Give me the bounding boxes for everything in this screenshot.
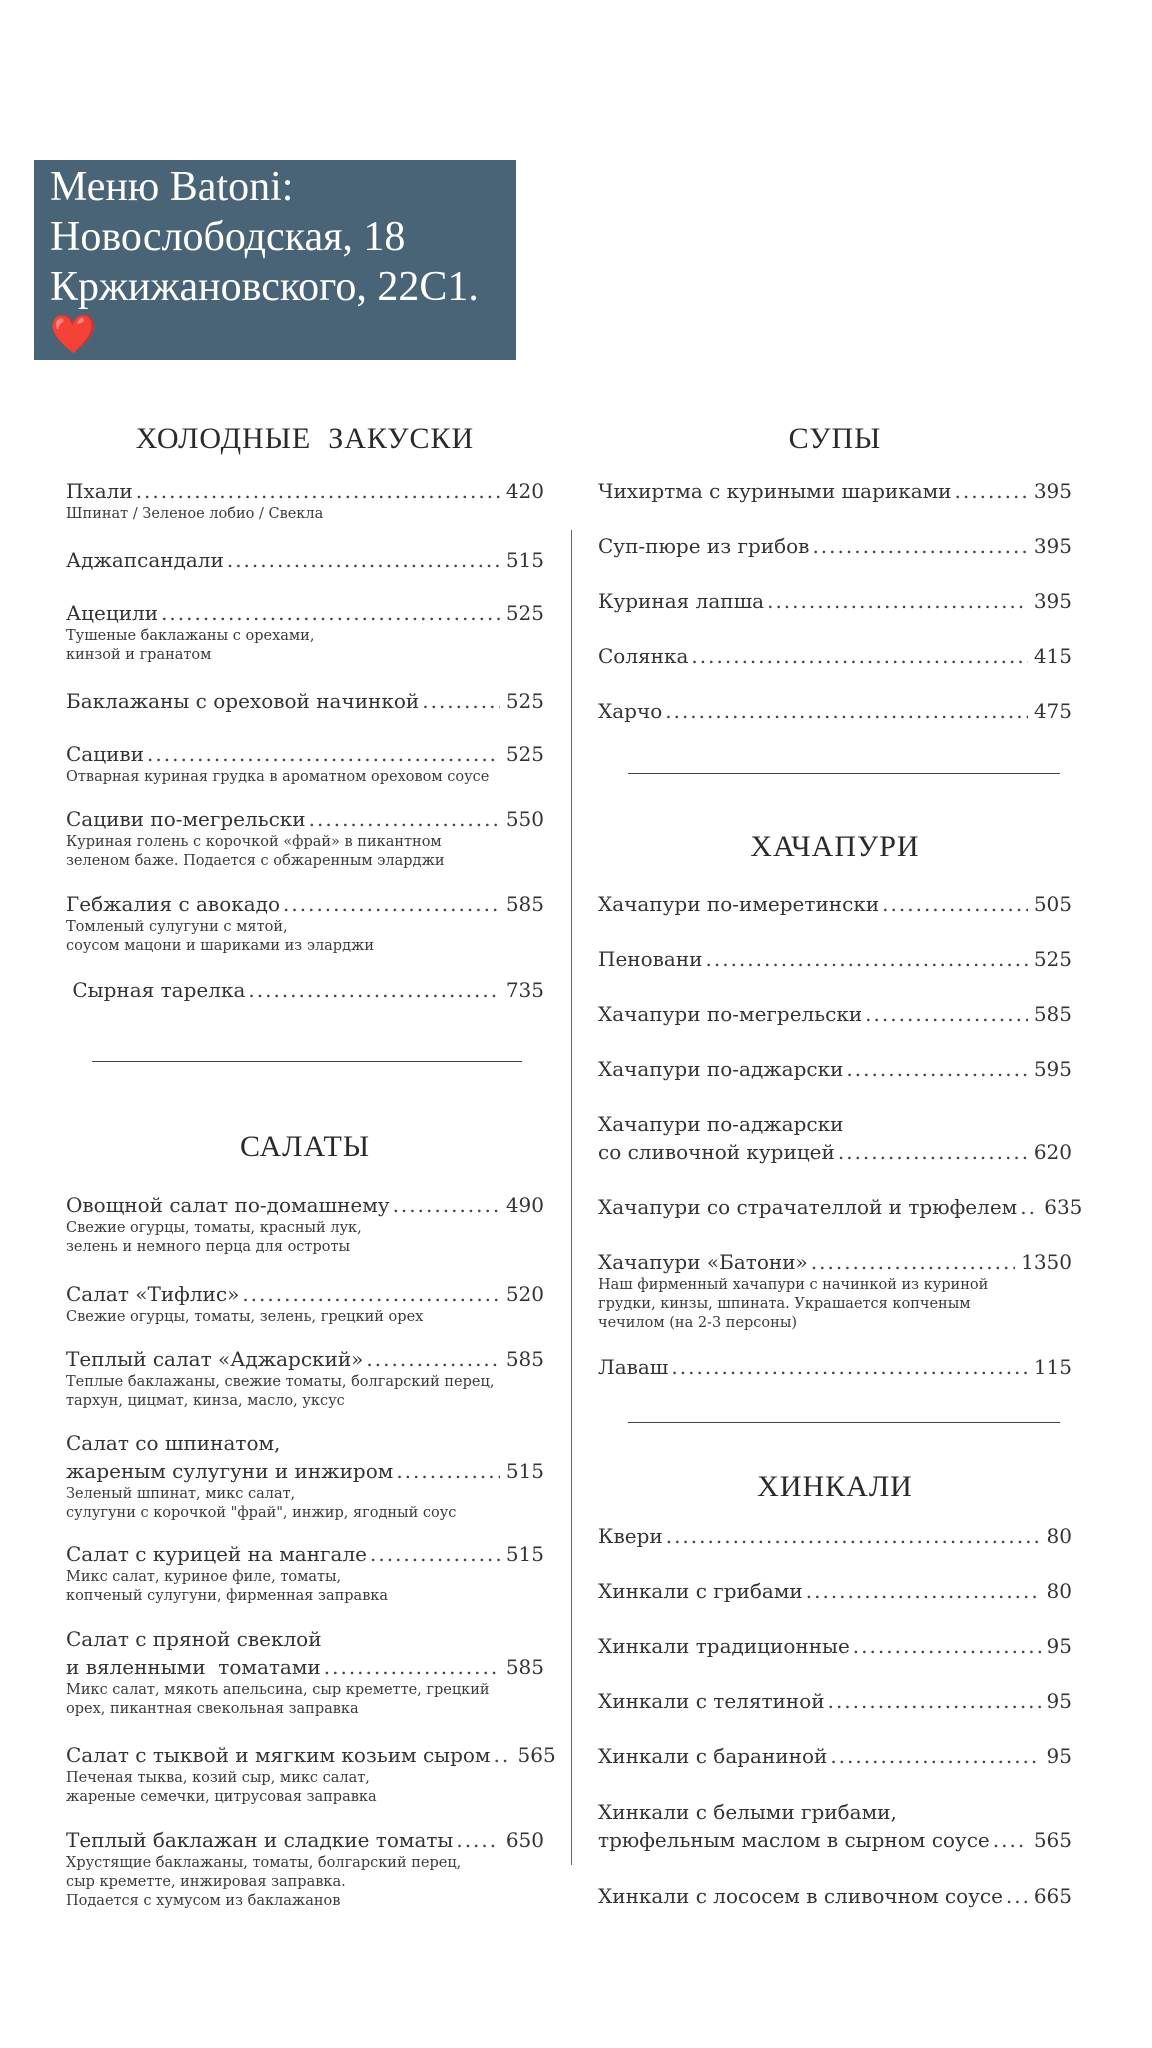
menu-item-row <box>66 740 544 768</box>
column-divider <box>571 530 572 1865</box>
menu-item <box>598 697 1072 725</box>
menu-item-price: 620 <box>1033 1140 1072 1164</box>
dot-leader <box>811 1248 1015 1276</box>
menu-item-name: Баклажаны с ореховой начинкой <box>66 689 420 713</box>
menu-item-row <box>598 890 1072 918</box>
menu-item-row <box>598 1632 1072 1660</box>
menu-item-row <box>598 1055 1072 1083</box>
menu-item <box>598 1882 1072 1910</box>
menu-item-row <box>66 890 544 918</box>
menu-item-row <box>598 587 1072 615</box>
menu-item-price: 525 <box>505 689 544 713</box>
menu-item <box>66 1826 544 1911</box>
dot-leader <box>882 890 1028 918</box>
menu-item-price: 395 <box>1033 479 1072 503</box>
section-title-cold: ХОЛОДНЫЕ ЗАКУСКИ <box>135 422 475 455</box>
menu-item-name: Хачапури по-аджарски <box>598 1057 844 1081</box>
menu-item-name: Хачапури со страчателлой и трюфелем <box>598 1195 1018 1219</box>
menu-item-row <box>598 1193 1083 1221</box>
menu-item-price: 490 <box>505 1193 544 1217</box>
menu-item-name: Аджапсандали <box>66 548 224 572</box>
menu-item-description: Шпинат / Зеленое лобио / Свекла <box>66 506 324 522</box>
dot-leader <box>691 642 1027 670</box>
menu-item-name: Хачапури по-мегрельски <box>598 1002 863 1026</box>
menu-item-name-line: Салат с пряной свеклой <box>66 1627 322 1651</box>
menu-item-description: Микс салат, куриное филе, томаты, копченый сулугуни, фирменная заправка <box>66 1569 389 1604</box>
menu-item-name: Квери <box>598 1524 663 1548</box>
menu-item-price: 515 <box>505 1542 544 1566</box>
menu-item-price: 475 <box>1033 699 1072 723</box>
menu-item-row <box>66 1191 544 1219</box>
dot-leader <box>806 1577 1041 1605</box>
dot-leader <box>993 1826 1028 1854</box>
dot-leader <box>706 945 1028 973</box>
menu-item-row <box>66 1741 556 1769</box>
menu-item <box>66 1429 544 1523</box>
menu-item-price: 585 <box>1033 1002 1072 1026</box>
menu-item-price: 395 <box>1033 589 1072 613</box>
menu-item <box>598 477 1072 505</box>
menu-item-row <box>598 1882 1072 1910</box>
menu-item-price: 635 <box>1044 1195 1083 1219</box>
menu-item <box>598 945 1072 973</box>
dot-leader <box>366 1345 499 1373</box>
dot-leader <box>324 1653 500 1681</box>
menu-item-price: 525 <box>1033 947 1072 971</box>
menu-item-row <box>598 642 1072 670</box>
menu-item-price: 595 <box>1033 1057 1072 1081</box>
dot-leader <box>865 1000 1028 1028</box>
menu-item <box>598 1193 1083 1221</box>
menu-item-description: Теплые баклажаны, свежие томаты, болгарский перец, тархун, цицмат, кинза, масло, уксус <box>66 1374 495 1409</box>
menu-item-name: Салат с тыквой и мягким козьим сыром <box>66 1743 491 1767</box>
dot-leader <box>767 587 1028 615</box>
menu-item-description: Тушеные баклажаны с орехами, кинзой и гранатом <box>66 628 315 663</box>
menu-item-price: 95 <box>1046 1744 1072 1768</box>
menu-item <box>66 546 544 574</box>
right-column <box>598 0 1083 2048</box>
dot-leader <box>846 1055 1027 1083</box>
section-title-khachapuri: ХАЧАПУРИ <box>750 830 920 863</box>
dot-leader <box>830 1742 1040 1770</box>
section-divider <box>628 1422 1060 1423</box>
menu-item-name: Хинкали с бараниной <box>598 1744 828 1768</box>
menu-item-name: Сациви по-мегрельски <box>66 807 306 831</box>
menu-item-name: Овощной салат по-домашнему <box>66 1193 390 1217</box>
menu-item-row <box>598 477 1072 505</box>
menu-item-price: 515 <box>505 1459 544 1483</box>
menu-item-price: 650 <box>505 1828 544 1852</box>
menu-item-price: 585 <box>505 892 544 916</box>
menu-item-name: Гебжалия с авокадо <box>66 892 281 916</box>
menu-item-price: 115 <box>1033 1355 1072 1379</box>
menu-item-row <box>598 1138 1072 1166</box>
menu-item-name: Салат с курицей на мангале <box>66 1542 367 1566</box>
dot-leader <box>955 477 1028 505</box>
dot-leader <box>838 1138 1028 1166</box>
dot-leader <box>136 477 500 505</box>
menu-item-price: 1350 <box>1021 1250 1072 1274</box>
dot-leader <box>147 740 500 768</box>
section-title-khinkali: ХИНКАЛИ <box>757 1470 913 1503</box>
menu-item-row <box>66 1280 544 1308</box>
menu-item-price: 525 <box>505 601 544 625</box>
menu-item-row <box>66 687 544 715</box>
menu-item-name: Хинкали с лососем в сливочном соусе <box>598 1884 1003 1908</box>
menu-item-name: Лаваш <box>598 1355 669 1379</box>
menu-item-price: 420 <box>505 479 544 503</box>
section-title-soups: СУПЫ <box>788 422 882 455</box>
menu-item-row <box>66 1457 544 1485</box>
menu-title: Меню Batoni: <box>50 164 294 210</box>
menu-item-description: Свежие огурцы, томаты, красный лук, зелень и немного перца для остроты <box>66 1220 362 1255</box>
menu-item-description: Зеленый шпинат, микс салат, сулугуни с корочкой "фрай", инжир, ягодный соус <box>66 1486 457 1521</box>
section-divider <box>628 773 1060 774</box>
menu-item-row <box>598 1248 1072 1276</box>
menu-item-row <box>66 599 544 627</box>
menu-item-name: Хинкали традиционные <box>598 1634 850 1658</box>
menu-item <box>66 890 544 956</box>
menu-item-price: 525 <box>505 742 544 766</box>
menu-item-name: Сациви <box>66 742 145 766</box>
menu-item <box>598 1248 1072 1333</box>
menu-item-row <box>66 1826 544 1854</box>
menu-item-row <box>598 1577 1072 1605</box>
menu-item-description: Печеная тыква, козий сыр, микс салат, жареные семечки, цитрусовая заправка <box>66 1770 377 1805</box>
menu-item-row <box>598 532 1072 560</box>
menu-item-row <box>66 1653 544 1681</box>
menu-item-price: 95 <box>1046 1689 1072 1713</box>
section-divider <box>92 1061 522 1062</box>
menu-item-description: Микс салат, мякоть апельсина, сыр креметте, грецкий орех, пикантная свекольная заправка <box>66 1682 490 1717</box>
menu-item <box>66 976 544 1004</box>
menu-item-description: Свежие огурцы, томаты, зелень, грецкий орех <box>66 1309 424 1325</box>
menu-item-price: 515 <box>505 548 544 572</box>
dot-leader <box>309 805 500 833</box>
menu-item-name: трюфельным маслом в сырном соусе <box>598 1828 990 1852</box>
menu-item <box>598 587 1072 615</box>
menu-item-price: 585 <box>505 1347 544 1371</box>
menu-item <box>598 1522 1072 1550</box>
menu-item-row <box>598 1742 1072 1770</box>
menu-item <box>66 740 544 787</box>
menu-item <box>66 1191 544 1257</box>
dot-leader <box>665 697 1028 725</box>
menu-item <box>598 890 1072 918</box>
menu-item-row <box>598 1687 1072 1715</box>
section-title-salads: САЛАТЫ <box>239 1130 371 1163</box>
menu-item <box>598 1577 1072 1605</box>
menu-item <box>66 599 544 665</box>
dot-leader <box>422 687 500 715</box>
menu-item-row <box>598 945 1072 973</box>
menu-item-name: Хачапури по-имеретински <box>598 892 880 916</box>
menu-item-row <box>66 805 544 833</box>
menu-item-name: жареным сулугуни и инжиром <box>66 1459 394 1483</box>
menu-item <box>598 642 1072 670</box>
menu-item-name: Пхали <box>66 479 133 503</box>
menu-item <box>66 477 544 524</box>
dot-leader <box>812 532 1027 560</box>
menu-item-row <box>66 546 544 574</box>
menu-item-price: 550 <box>505 807 544 831</box>
menu-item-row <box>66 1540 544 1568</box>
menu-item-row <box>66 976 544 1004</box>
menu-item-row <box>598 1826 1072 1854</box>
heart-icon: ❤️ <box>50 312 98 356</box>
menu-item-price: 95 <box>1046 1634 1072 1658</box>
menu-item <box>598 1055 1072 1083</box>
menu-item-name: Хинкали с грибами <box>598 1579 803 1603</box>
dot-leader <box>1020 1193 1038 1221</box>
menu-item <box>66 805 544 871</box>
dot-leader <box>396 1457 500 1485</box>
menu-item-row <box>598 1522 1072 1550</box>
dot-leader <box>828 1687 1041 1715</box>
dot-leader <box>456 1826 499 1854</box>
menu-item <box>598 1353 1072 1381</box>
menu-item <box>598 1000 1072 1028</box>
menu-item-price: 565 <box>1033 1828 1072 1852</box>
menu-item-name-line: Хачапури по-аджарски <box>598 1112 844 1136</box>
menu-item-description: Томленый сулугуни с мятой, соусом мацони и шариками из эларджи <box>66 919 375 954</box>
menu-item-price: 505 <box>1033 892 1072 916</box>
menu-item-price: 735 <box>505 978 544 1002</box>
dot-leader <box>666 1522 1041 1550</box>
menu-item-name: со сливочной курицей <box>598 1140 835 1164</box>
menu-item-price: 80 <box>1046 1524 1072 1548</box>
menu-item-row <box>598 697 1072 725</box>
dot-leader <box>248 976 499 1004</box>
menu-item-name: Суп-пюре из грибов <box>598 534 810 558</box>
menu-item-price: 565 <box>517 1743 556 1767</box>
menu-item-name: Сырная тарелка <box>66 978 246 1002</box>
menu-item-description: Хрустящие баклажаны, томаты, болгарский перец, сыр креметте, инжировая заправка. Подается с хумусом из баклажанов <box>66 1855 462 1909</box>
menu-item-name: Харчо <box>598 699 663 723</box>
menu-item <box>66 1741 556 1807</box>
menu-item-name: Ацецили <box>66 601 159 625</box>
address-line-1: Новослободская, 18 <box>50 214 406 260</box>
dot-leader <box>283 890 500 918</box>
menu-item-name: Чихиртма с куриными шариками <box>598 479 952 503</box>
address-line-2: Кржижановского, 22С1. <box>50 264 479 310</box>
menu-item <box>598 1687 1072 1715</box>
dot-leader <box>671 1353 1027 1381</box>
menu-item-name: Хинкали с телятиной <box>598 1689 825 1713</box>
dot-leader <box>393 1191 500 1219</box>
menu-item-price: 80 <box>1046 1579 1072 1603</box>
menu-item-price: 395 <box>1033 534 1072 558</box>
menu-item-description: Отварная куриная грудка в ароматном ореховом соусе <box>66 769 490 785</box>
dot-leader <box>370 1540 500 1568</box>
menu-item-price: 665 <box>1033 1884 1072 1908</box>
dot-leader <box>1006 1882 1028 1910</box>
menu-item-row <box>598 1353 1072 1381</box>
menu-item-name: Солянка <box>598 644 689 668</box>
dot-leader <box>853 1632 1041 1660</box>
menu-item <box>66 1280 544 1327</box>
menu-item-row <box>66 1345 544 1373</box>
dot-leader <box>161 599 500 627</box>
menu-item-price: 585 <box>505 1655 544 1679</box>
menu-item-description: Куриная голень с корочкой «фрай» в пикантном зеленом баже. Подается с обжаренным эларджи <box>66 834 445 869</box>
dot-leader <box>227 546 500 574</box>
menu-item <box>66 1345 544 1411</box>
menu-item <box>66 1625 544 1719</box>
dot-leader <box>494 1741 512 1769</box>
menu-item-description: Наш фирменный хачапури с начинкой из куриной грудки, кинзы, шпината. Украшается копченым чечилом (на 2-3 персоны) <box>598 1277 989 1331</box>
menu-item <box>66 1540 544 1606</box>
menu-item-name: и вяленными томатами <box>66 1655 321 1679</box>
menu-item <box>598 1742 1072 1770</box>
menu-item-row <box>598 1000 1072 1028</box>
menu-item-name: Пеновани <box>598 947 703 971</box>
menu-item-price: 520 <box>505 1282 544 1306</box>
menu-item-price: 415 <box>1033 644 1072 668</box>
left-column <box>66 0 556 2048</box>
menu-item-name: Теплый салат «Аджарский» <box>66 1347 364 1371</box>
menu-item <box>598 532 1072 560</box>
menu-item <box>598 1798 1072 1854</box>
menu-item-name-line: Хинкали с белыми грибами, <box>598 1800 897 1824</box>
menu-item <box>66 687 544 715</box>
menu-item-name: Куриная лапша <box>598 589 765 613</box>
menu-item-name: Теплый баклажан и сладкие томаты <box>66 1828 454 1852</box>
menu-item-name: Салат «Тифлис» <box>66 1282 240 1306</box>
menu-item <box>598 1632 1072 1660</box>
menu-item <box>598 1110 1072 1166</box>
menu-item-name: Хачапури «Батони» <box>598 1250 808 1274</box>
menu-item-name-line: Салат со шпинатом, <box>66 1431 281 1455</box>
menu-item-row <box>66 477 544 505</box>
dot-leader <box>242 1280 500 1308</box>
